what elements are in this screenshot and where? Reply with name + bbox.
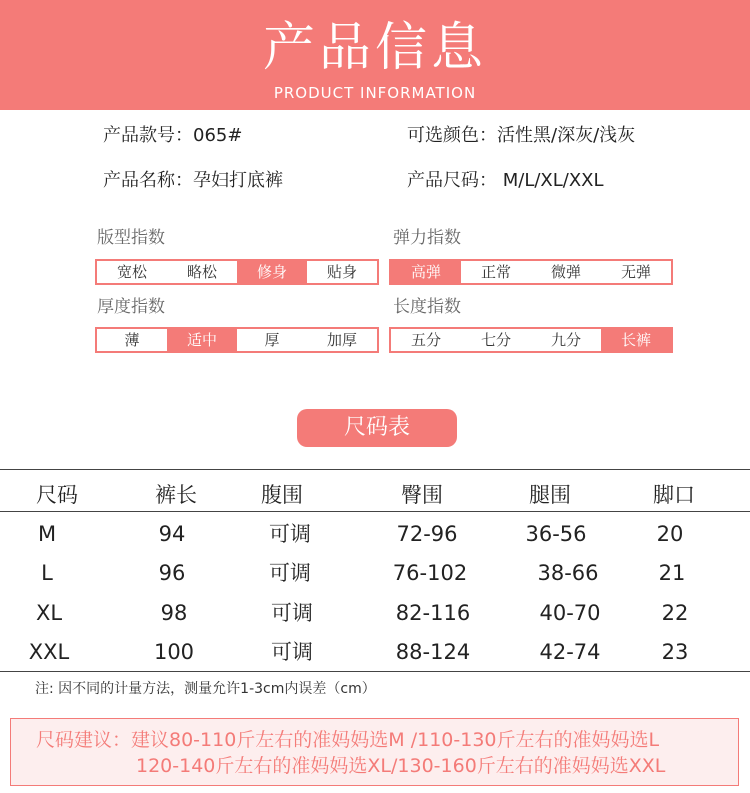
table-header-divider [0, 511, 750, 512]
elastic-option: 微弹 [550, 263, 581, 281]
fit-index-scale [95, 259, 379, 285]
hip-cell: 88-124 [395, 640, 471, 664]
thigh-cell: 36-56 [525, 522, 587, 546]
hem-cell: 20 [656, 522, 684, 546]
table-header-cell: 腹围 [261, 483, 303, 507]
elastic-option: 无弹 [620, 263, 651, 281]
waist-cell: 可调 [269, 522, 311, 546]
thickness-option-selected: 适中 [167, 329, 237, 351]
length-cell: 100 [153, 640, 195, 664]
length-option-selected: 长裤 [601, 329, 671, 351]
thickness-option: 厚 [264, 331, 280, 349]
length-option: 七分 [480, 331, 511, 349]
size-cell: XXL [28, 640, 70, 664]
product-sizes: 产品尺码： M/L/XL/XXL [407, 170, 604, 191]
measurement-note: 注: 因不同的计量方法，测量允许1-3cm内误差（cm） [35, 681, 376, 697]
size-cell: L [41, 561, 53, 585]
length-index-label: 长度指数 [393, 297, 461, 317]
thickness-index-scale [95, 327, 379, 353]
table-header-cell: 裤长 [155, 483, 197, 507]
size-cell: XL [35, 601, 63, 625]
fit-option-selected: 修身 [237, 261, 307, 283]
hip-cell: 72-96 [396, 522, 458, 546]
elastic-option-selected: 高弹 [391, 261, 461, 283]
size-chart-title: 尺码表 [297, 409, 457, 447]
elastic-index-label: 弹力指数 [393, 228, 461, 248]
length-option: 九分 [550, 331, 581, 349]
hem-cell: 23 [661, 640, 689, 664]
length-cell: 96 [158, 561, 186, 585]
waist-cell: 可调 [271, 640, 313, 664]
header-banner [0, 0, 750, 110]
size-advice-line-1: 尺码建议：建议80-110斤左右的准妈妈选M /110-130斤左右的准妈妈选L [36, 729, 660, 751]
product-item-no: 产品款号：065# [103, 125, 243, 146]
table-header-cell: 脚口 [653, 483, 695, 507]
length-index-scale [389, 327, 673, 353]
table-bottom-border [0, 671, 750, 672]
table-top-border [0, 469, 750, 470]
fit-option: 宽松 [116, 263, 147, 281]
header-title: 产品信息 [262, 18, 487, 78]
elastic-index-scale [389, 259, 673, 285]
size-cell: M [37, 522, 57, 546]
hip-cell: 82-116 [395, 601, 471, 625]
table-header-cell: 臀围 [401, 483, 443, 507]
hem-cell: 21 [658, 561, 686, 585]
length-cell: 98 [160, 601, 188, 625]
table-header-cell: 尺码 [36, 483, 78, 507]
hip-cell: 76-102 [392, 561, 468, 585]
elastic-option: 正常 [480, 263, 511, 281]
thickness-option: 加厚 [326, 331, 357, 349]
fit-option: 贴身 [326, 263, 357, 281]
waist-cell: 可调 [269, 561, 311, 585]
fit-index-label: 版型指数 [97, 228, 165, 248]
thigh-cell: 38-66 [537, 561, 599, 585]
size-advice-box [10, 718, 739, 786]
thickness-index-label: 厚度指数 [97, 297, 165, 317]
length-option: 五分 [410, 331, 441, 349]
fit-option: 略松 [186, 263, 217, 281]
product-colors: 可选颜色：活性黑/深灰/浅灰 [407, 125, 636, 146]
thickness-option: 薄 [124, 331, 140, 349]
hem-cell: 22 [661, 601, 689, 625]
waist-cell: 可调 [271, 601, 313, 625]
table-header-cell: 腿围 [529, 483, 571, 507]
size-advice-line-2: 120-140斤左右的准妈妈选XL/130-160斤左右的准妈妈选XXL [136, 755, 666, 777]
thigh-cell: 40-70 [539, 601, 601, 625]
length-cell: 94 [158, 522, 186, 546]
thigh-cell: 42-74 [539, 640, 601, 664]
product-name: 产品名称：孕妇打底裤 [103, 170, 283, 191]
header-subtitle: PRODUCT INFORMATION [273, 84, 477, 102]
